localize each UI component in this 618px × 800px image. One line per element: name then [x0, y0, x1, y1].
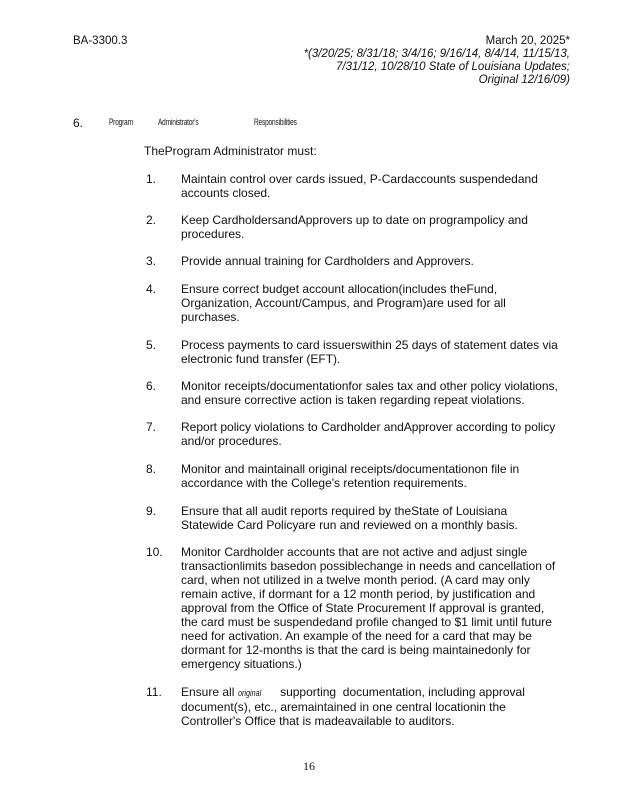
page-number: 16 — [303, 759, 315, 773]
text-line: purchases. — [181, 310, 240, 324]
list-item-number: 3. — [146, 254, 157, 268]
text-line: Report policy violations to Cardholder andApprover according to policy — [181, 420, 556, 434]
list-item-text — [181, 282, 591, 324]
text-line: Organization, Account/Campus, and Program)are used for all — [181, 296, 506, 310]
text-line: Monitor and maintainall original receipts/documentationon file in — [181, 462, 520, 476]
text-line: remain active, if dormant for a 12 month period, by justification and — [181, 587, 536, 601]
section-title-word: Administrator's — [158, 117, 199, 127]
text-line: Statewide Card Policyare run and reviewed on a monthly basis. — [181, 518, 518, 532]
text-line: Ensure that all audit reports required by theState of Louisiana — [181, 504, 508, 518]
section-title-word: Program — [109, 117, 133, 127]
text-line: need for activation. An example of the need for a card that may be — [181, 629, 532, 643]
list-item-text — [181, 504, 591, 532]
text-segment: supporting documentation, including approval — [266, 685, 525, 699]
list-item-text — [181, 545, 591, 671]
text-line: dormant for 12-months is that the card is being maintainedonly for — [181, 643, 531, 657]
text-line: Provide annual training for Cardholders and Approvers. — [181, 254, 474, 268]
list-item-text — [181, 213, 591, 241]
list-item-text — [181, 685, 591, 728]
text-line: approval from the Office of State Procurement If approval is granted, — [181, 601, 545, 615]
list-item-number: 2. — [146, 213, 157, 227]
text-line: Ensure correct budget account allocation(includes theFund, — [181, 282, 498, 296]
section-number: 6. — [73, 116, 84, 130]
list-item-number: 10. — [146, 545, 163, 559]
list-item-number: 8. — [146, 462, 157, 476]
text-line: accordance with the College's retention requirements. — [181, 476, 467, 490]
text-line: Controller's Office that is madeavailable to auditors. — [181, 714, 455, 728]
revision-header — [304, 35, 570, 87]
list-item-text — [181, 338, 591, 366]
list-item-text — [181, 172, 591, 200]
text-line: and/or procedures. — [181, 434, 282, 448]
emphasis-original: original — [237, 688, 261, 698]
text-line: and ensure corrective action is taken regarding repeat violations. — [181, 393, 525, 407]
text-line: Keep CardholdersandApprovers up to date on programpolicy and — [181, 213, 528, 227]
text-line: Process payments to card issuerswithin 25 days of statement dates via — [181, 338, 558, 352]
text-line: document(s), etc., aremaintained in one central locationin the — [181, 700, 506, 714]
text-line: Monitor receipts/documentationfor sales tax and other policy violations, — [181, 379, 558, 393]
section-title-word: Responsibilities — [254, 117, 297, 127]
text-line: accounts closed. — [181, 186, 271, 200]
list-item-text — [181, 462, 591, 490]
list-item-text — [181, 254, 591, 268]
list-item-text — [181, 379, 591, 407]
text-line: the card must be suspendedand profile changed to $1 limit until future — [181, 615, 552, 629]
list-item-number: 1. — [146, 172, 157, 186]
text-line: transactionlimits basedon possiblechange in needs and cancellation of — [181, 559, 556, 573]
intro-text: TheProgram Administrator must: — [144, 144, 317, 158]
text-line: Monitor Cardholder accounts that are not active and adjust single — [181, 545, 528, 559]
revision-history-line: Original 12/16/09) — [478, 74, 570, 86]
text-line: procedures. — [181, 227, 245, 241]
revision-history-line: 7/31/12, 10/28/10 State of Louisiana Updates; — [335, 61, 570, 73]
document-id: BA-3300.3 — [73, 35, 128, 47]
list-item-number: 7. — [146, 420, 157, 434]
text-segment: Ensure all — [181, 685, 238, 699]
list-item-number: 9. — [146, 504, 157, 518]
list-item-text — [181, 420, 591, 448]
list-item-number: 11. — [146, 685, 162, 699]
text-line: Maintain control over cards issued, P-Cardaccounts suspendedand — [181, 172, 538, 186]
revision-history-line: *(3/20/25; 8/31/18; 3/4/16; 9/16/14, 8/4/14, 11/15/13, — [303, 48, 570, 60]
text-line: card, when not utilized in a twelve month period. (A card may only — [181, 573, 530, 587]
revision-date: March 20, 2025* — [485, 35, 570, 47]
text-line: electronic fund transfer (EFT). — [181, 352, 341, 366]
text-line: emergency situations.) — [181, 657, 302, 671]
list-item-number: 6. — [146, 379, 157, 393]
list-item-number: 4. — [146, 282, 157, 296]
list-item-number: 5. — [146, 338, 157, 352]
